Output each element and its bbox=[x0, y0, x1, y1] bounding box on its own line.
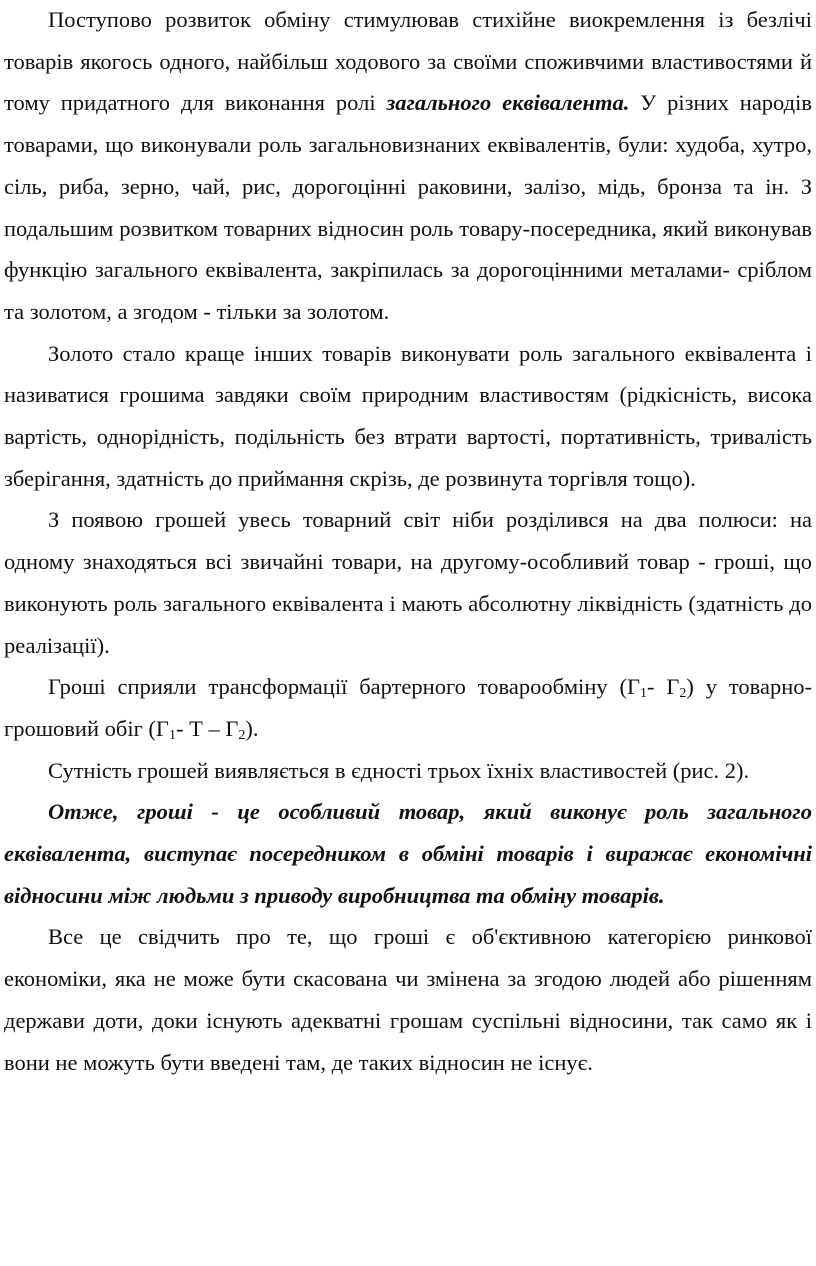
paragraph-goods-exchange bbox=[4, 0, 812, 333]
paragraph-definition: Отже, гроші - це особливий товар, який виконує роль загального еквівалента, виступає посередником в обміні товарів і виражає економічні відносини між людьми з приводу виробництва та обміну товарів. bbox=[4, 799, 812, 908]
paragraph-text: Поступово розвиток обміну стимулював стихійне виокремлення із безлічі товарів якогось одного, найбільш ходового за своїми споживчими властивостями й тому придатного для виконання ролі bbox=[4, 7, 812, 116]
emphasis-general-equivalent: загального еквівалента. bbox=[386, 90, 630, 116]
subscript: 1 bbox=[168, 727, 176, 743]
paragraph-gold-properties: Золото стало краще інших товарів виконувати роль загального еквівалента і називатися грошима завдяки своїм природним властивостям (рідкісність, висока вартість, однорідність, подільність без втрати вартості, портативність, тривалість зберігання, здатність до приймання скрізь, де розвинута торгівля тощо). bbox=[4, 340, 812, 491]
subscript: 2 bbox=[238, 727, 246, 743]
paragraph-objective-category: Все це свідчить про те, що гроші є об'єктивною категорією ринкової економіки, яка не може бути скасована чи змінена за згодою людей або рішенням держави доти, доки існують адекватні грошам суспільні відносини, так само як і вони не можуть бути введені там, де таких відносин не існує. bbox=[4, 924, 812, 1075]
paragraph-barter-transformation bbox=[4, 666, 812, 749]
paragraph-text: - Г bbox=[646, 674, 680, 700]
paragraph-text: Гроші сприяли трансформації бартерного товарообміну (Г bbox=[48, 674, 640, 700]
subscript: 2 bbox=[679, 686, 687, 702]
paragraph-text: ) у товарно-грошовий обіг (Г bbox=[4, 674, 812, 741]
paragraph-essence: Сутність грошей виявляється в єдності трьох їхніх властивостей (рис. 2). bbox=[48, 757, 750, 783]
paragraph-text: У різних народів товарами, що виконували роль загальновизнаних еквівалентів, були: худоба, хутро, сіль, риба, зерно, чай, рис, дорогоцінні раковини, залізо, мідь, бронза та ін. З подальшим розвитком товарних відносин роль товару-посередника, який виконував функцію загального еквівалента, закріпилась за дорогоцінними металами- сріблом та золотом, а згодом - тільки за золотом. bbox=[4, 90, 812, 324]
paragraph-text: - Т – Г bbox=[175, 715, 239, 741]
subscript: 1 bbox=[639, 686, 647, 702]
paragraph-two-poles: З появою грошей увесь товарний світ ніби розділився на два полюси: на одному знаходяться всі звичайні товари, на другому-особливий товар - гроші, що виконують роль загального еквівалента і мають абсолютну ліквідність (здатність до реалізації). bbox=[4, 507, 812, 658]
paragraph-text: ). bbox=[245, 715, 259, 741]
